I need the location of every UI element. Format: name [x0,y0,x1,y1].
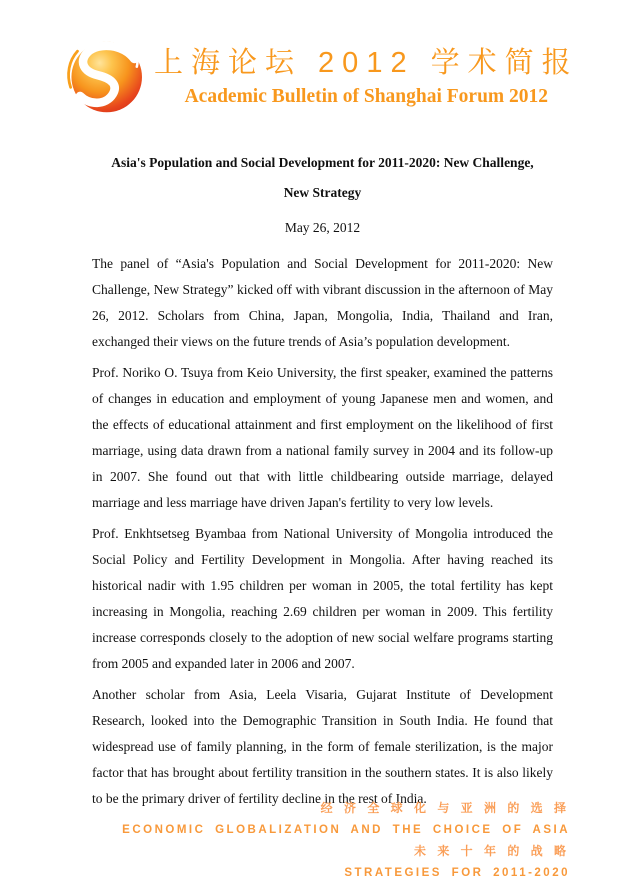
footer-theme-english-2: STRATEGIES FOR 2011-2020 [344,866,570,879]
article-title [92,148,553,208]
paragraph-panel-intro: The panel of “Asia's Population and Social Development for 2011-2020: New Challenge, New Strategy” kicked off with vibrant discussion in the afternoon of May 26, 2012. Scholars from China, Japan, Mongolia, India, Thailand and Iran, exchanged their views on the future trends of Asia’s population development. [92,256,553,349]
bulletin-header [62,34,579,120]
header-titles [148,45,579,109]
article-title-line1: Asia's Population and Social Development for 2011-2020: New Challenge, [111,155,534,170]
shanghai-forum-logo-icon [62,34,148,120]
article-title-line2: New Strategy [283,185,362,200]
footer-theme-chinese-2: 未 来 十 年 的 战 略 [413,844,570,858]
paragraph-india-transition: Another scholar from Asia, Leela Visaria, Gujarat Institute of Development Research, looked into the Demographic Transition in South India. He found that widespread use of family planning, in the form of female sterilization, is the major factor that has brought about fertility transition in the southern states. It is also likely to be the primary driver of fertility decline in the rest of India. [92,687,553,806]
forum-theme-footer [122,798,570,884]
forum-title-english: Academic Bulletin of Shanghai Forum 2012 [184,86,549,107]
article-date: May 26, 2012 [284,220,361,235]
paragraph-japan-fertility: Prof. Noriko O. Tsuya from Keio University, the first speaker, examined the patterns of changes in education and employment of young Japanese men and women, and the effects of educational attainment and first employment on the likelihood of first marriage, using data drawn from a national family survey in 2004 and its follow-up in 2007. She found out that with little childbearing outside marriage, delayed marriage and less marriage have driven Japan's fertility to very low levels. [92,365,553,510]
article-body [92,148,553,812]
forum-title-chinese: 上海论坛 2012 学术简报 [154,47,579,79]
footer-theme-english-1: ECONOMIC GLOBALIZATION AND THE CHOICE OF ASIA [122,823,570,836]
paragraph-mongolia-fertility: Prof. Enkhtsetseg Byambaa from National University of Mongolia introduced the Social Policy and Fertility Development in Mongolia. After having reached its historical nadir with 1.95 children per woman in 2005, the total fertility has kept increasing in Mongolia, reaching 2.69 children per woman in 2009. This fertility increase corresponds closely to the adoption of new social welfare programs starting from 2005 and expanded later in 2006 and 2007. [92,526,553,671]
footer-theme-chinese-1: 经 济 全 球 化 与 亚 洲 的 选 择 [320,801,570,815]
